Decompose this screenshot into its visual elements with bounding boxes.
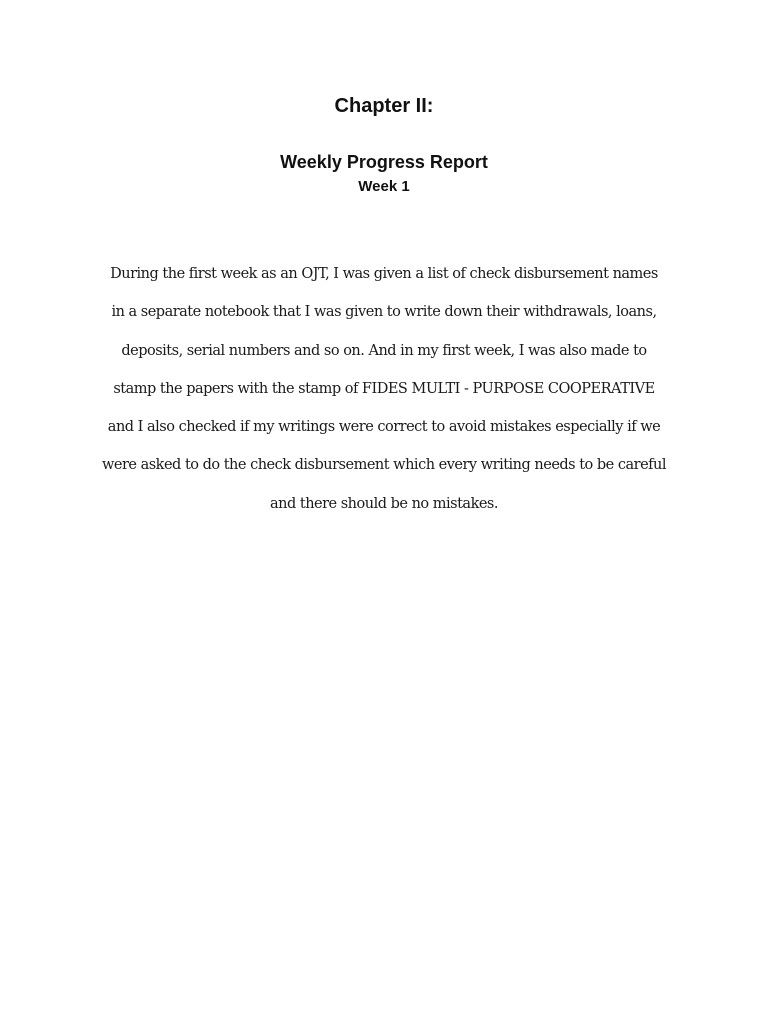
body-line: and I also checked if my writings were correct to avoid mistakes especially if we xyxy=(107,419,661,436)
report-title: Weekly Progress Report xyxy=(280,152,488,172)
body-line: stamp the papers with the stamp of FIDES MULTI - PURPOSE COOPERATIVE xyxy=(113,380,655,397)
week-label: Week 1 xyxy=(358,178,410,195)
chapter-title: Chapter II: xyxy=(334,95,434,117)
body-line: in a separate notebook that I was given to write down their withdrawals, loans, xyxy=(111,304,657,321)
body-line: During the first week as an OJT, I was given a list of check disbursement names xyxy=(110,266,658,282)
body-paragraph xyxy=(80,255,688,523)
body-line: and there should be no mistakes. xyxy=(270,495,498,512)
body-line: were asked to do the check disbursement which every writing needs to be careful xyxy=(101,457,666,474)
body-line: deposits, serial numbers and so on. And in my first week, I was also made to xyxy=(121,342,647,359)
